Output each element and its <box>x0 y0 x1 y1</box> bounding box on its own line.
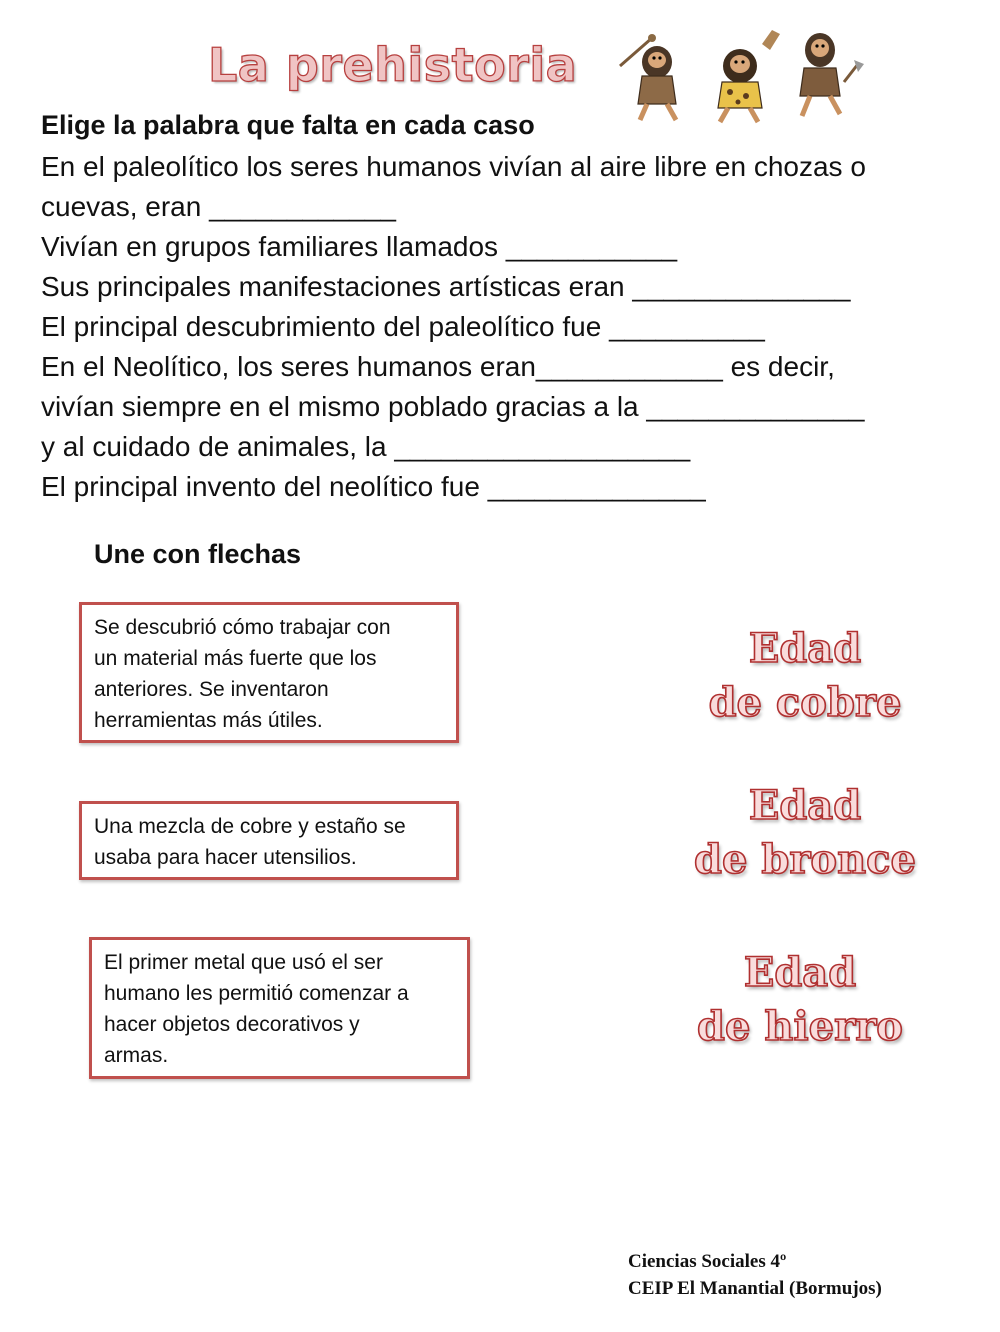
footer-school: CEIP El Manantial (Bormujos) <box>628 1278 882 1299</box>
fill-section-heading: Elige la palabra que falta en cada caso <box>41 110 535 140</box>
fill-line: Vivían en grupos familiares llamados ___________ <box>41 231 678 262</box>
age-label-line: de hierro <box>697 1003 903 1050</box>
description-line: El primer metal que usó el ser <box>104 951 383 974</box>
description-box-2[interactable] <box>79 801 459 880</box>
match-section-heading: Une con flechas <box>94 539 302 569</box>
description-line: usaba para hacer utensilios. <box>94 846 357 869</box>
fill-line: vivían siempre en el mismo poblado gracias a la ______________ <box>41 391 865 422</box>
age-label-hierro[interactable] <box>670 946 930 1054</box>
age-label-line: de bronce <box>694 836 916 883</box>
footer-subject: Ciencias Sociales 4º <box>628 1251 787 1272</box>
description-line: Una mezcla de cobre y estaño se <box>94 815 406 838</box>
description-line: hacer objetos decorativos y <box>104 1013 360 1036</box>
description-box-1[interactable] <box>79 602 459 743</box>
description-line: humano les permitió comenzar a <box>104 982 409 1005</box>
cavemen-illustration <box>612 24 867 124</box>
fill-line: El principal descubrimiento del paleolítico fue __________ <box>41 311 765 342</box>
footer <box>628 1248 882 1302</box>
description-line: herramientas más útiles. <box>94 709 323 732</box>
fill-line: En el Neolítico, los seres humanos eran____________ es decir, <box>41 351 835 382</box>
page-title: La prehistoria <box>208 38 578 92</box>
caveman-icon <box>620 34 676 120</box>
age-label-bronce[interactable] <box>670 779 940 887</box>
age-label-cobre[interactable] <box>680 622 930 730</box>
caveman-icon <box>718 30 780 122</box>
age-label-line: Edad <box>748 625 862 672</box>
fill-line: El principal invento del neolítico fue ______________ <box>41 471 706 502</box>
fill-line: En el paleolítico los seres humanos vivían al aire libre en chozas o <box>41 151 866 182</box>
age-label-line: Edad <box>743 949 857 996</box>
description-line: Se descubrió cómo trabajar con <box>94 616 391 639</box>
age-label-line: Edad <box>748 782 862 829</box>
description-line: un material más fuerte que los <box>94 647 377 670</box>
description-box-3[interactable] <box>89 937 470 1079</box>
fill-line: y al cuidado de animales, la ___________________ <box>41 431 691 462</box>
fill-line: Sus principales manifestaciones artísticas eran ______________ <box>41 271 851 302</box>
age-label-line: de cobre <box>708 679 902 726</box>
fill-line: cuevas, eran ____________ <box>41 191 396 222</box>
description-line: armas. <box>104 1044 169 1067</box>
description-line: anteriores. Se inventaron <box>94 678 329 701</box>
caveman-icon <box>800 33 864 116</box>
